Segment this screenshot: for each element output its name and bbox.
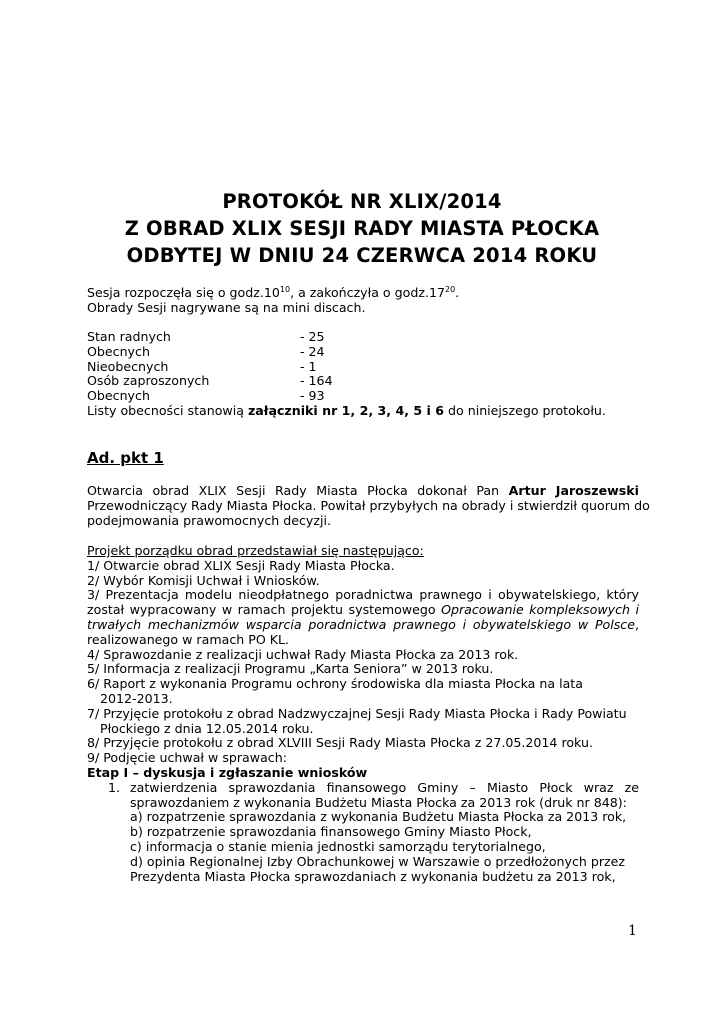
agenda-item-cont: 2012-2013. [100, 690, 173, 706]
agenda-item-cont: trwałych mechanizmów wsparcia poradnictwa prawnego i obywatelskiego w Polsce, [87, 616, 639, 632]
agenda-item: 4/ Sprawozdanie z realizacji uchwał Rady Miasta Płocka za 2013 rok. [87, 646, 519, 662]
attendance-row: Nieobecnych - 1 [87, 358, 317, 374]
title-line-1: PROTOKÓŁ NR XLIX/2014 [222, 190, 502, 213]
attendance-row: Osób zaproszonych - 164 [87, 373, 333, 389]
attendance-row: Obecnych - 93 [87, 388, 325, 404]
agenda-item: 7/ Przyjęcie protokołu z obrad Nadzwyczajnej Sesji Rady Miasta Płocka i Rady Powiatu [87, 705, 627, 721]
agenda-item-cont: Płockiego z dnia 12.05.2014 roku. [100, 720, 314, 736]
session-recording: Obrady Sesji nagrywane są na mini discach. [87, 299, 366, 315]
session-times: Sesja rozpoczęła się o $godz.10^{10}$, a zakończyła o $godz.17^{20}$. [87, 285, 460, 300]
agenda-item: 1/ Otwarcie obrad XLIX Sesji Rady Miasta Płocka. [87, 557, 395, 573]
page-number: 1 [628, 923, 637, 939]
attendance-row: Obecnych - 24 [87, 343, 325, 359]
attendance-list [87, 330, 639, 419]
agenda-item: 5/ Informacja z realizacji Programu „Karta Seniora” w 2013 roku. [87, 661, 494, 677]
opening-line-1: Otwarcia obrad XLIX Sesji Rady Miasta Płocka dokonał Pan Artur Jaroszewski [87, 483, 639, 498]
opening-line-2: Przewodniczący Rady Miasta Płocka. Powitał przybyłych na obrady i stwierdził quorum do [87, 497, 650, 513]
opening-line-3: podejmowania prawomocnych decyzji. [87, 512, 331, 528]
section-heading: Ad. pkt 1 [87, 449, 164, 467]
agenda-stage: Etap I – dyskusja i zgłaszanie wniosków [87, 764, 368, 780]
page-title [0, 188, 724, 269]
agenda-intro: Projekt porządku obrad przedstawiał się następująco: [87, 543, 424, 558]
agenda-subpoint: a) rozpatrzenie sprawozdania z wykonania Budżetu Miasta Płocka za 2013 rok, [130, 809, 627, 825]
agenda-item: 2/ Wybór Komisji Uchwał i Wniosków. [87, 572, 320, 588]
opening-paragraph [87, 483, 650, 528]
agenda-item: 9/ Podjęcie uchwał w sprawach: [87, 750, 287, 766]
attachments-note: Listy obecności stanowią załączniki nr 1, 2, 3, 4, 5 i 6 do niniejszego protokołu. [87, 402, 606, 418]
agenda-subpoint-cont: Prezydenta Miasta Płocka sprawozdaniach z wykonania budżetu za 2013 rok, [130, 868, 616, 884]
title-line-3: ODBYTEJ W DNIU 24 CZERWCA 2014 ROKU [126, 244, 598, 267]
agenda-subpoint: d) opinia Regionalnej Izby Obrachunkowej w Warszawie o przedłożonych przez [130, 853, 626, 869]
attendance-row: Stan radnych - 25 [87, 329, 325, 344]
agenda-subpoint: b) rozpatrzenie sprawozdania finansowego Gminy Miasto Płock, [130, 824, 532, 840]
title-line-2: Z OBRAD XLIX SESJI RADY MIASTA PŁOCKA [124, 217, 600, 240]
agenda-subitem: 1. zatwierdzenia sprawozdania finansowego Gminy – Miasto Płock wraz ze sprawozdaniem z wykonania Budżetu Miasta Płocka za 2013 rok (druk nr 848): [108, 779, 639, 810]
agenda-item: 3/ Prezentacja modelu nieodpłatnego poradnictwa prawnego i obywatelskiego, który [87, 587, 639, 603]
agenda [87, 544, 639, 884]
session-info [87, 286, 639, 316]
agenda-item-cont: został wypracowany w ramach projektu systemowego Opracowanie kompleksowych i [87, 602, 639, 618]
agenda-subpoint: c) informacja o stanie mienia jednostki samorządu terytorialnego, [130, 838, 546, 854]
agenda-item-cont: realizowanego w ramach PO KL. [87, 631, 290, 647]
agenda-item: 6/ Raport z wykonania Programu ochrony środowiska dla miasta Płocka na lata [87, 676, 583, 692]
agenda-item: 8/ Przyjęcie protokołu z obrad XLVIII Sesji Rady Miasta Płocka z 27.05.2014 roku. [87, 735, 593, 751]
